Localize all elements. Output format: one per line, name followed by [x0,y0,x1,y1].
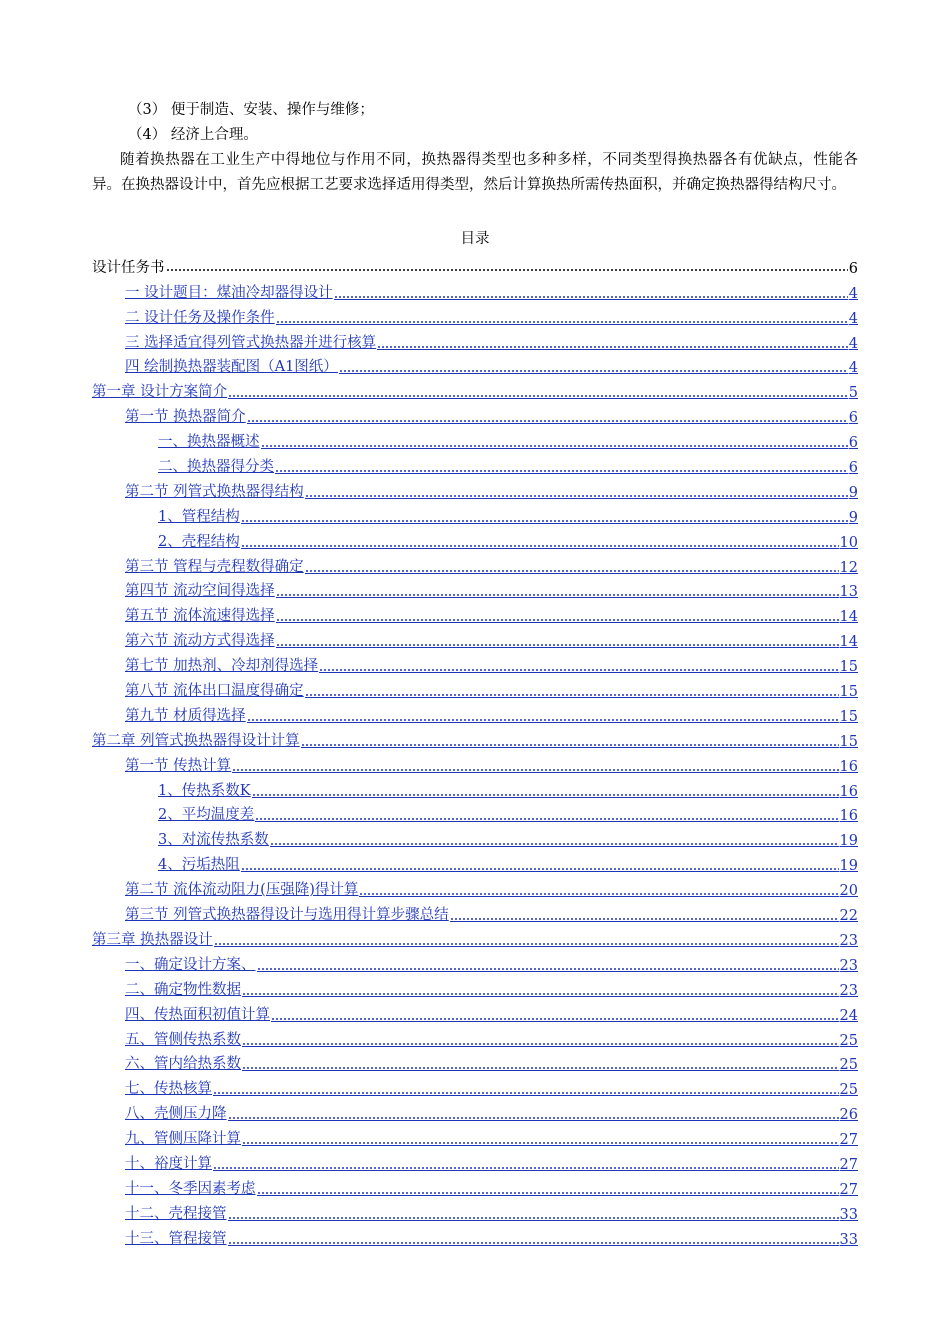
toc-entry [92,252,858,277]
toc-dot-leader [241,519,848,524]
toc-page-number: 4 [848,360,858,377]
toc-entry-title: 七、传热核算 [125,1081,212,1098]
toc-entry-title: 第一节 传热计算 [125,757,232,774]
toc-entry[interactable] [92,824,858,849]
toc-page-number: 15 [839,659,858,676]
toc-entry[interactable] [92,675,858,700]
toc-page-number: 23 [839,982,858,999]
toc-page-number: 19 [839,858,858,875]
toc-dot-leader [213,1166,839,1171]
toc-entry[interactable] [92,352,858,377]
toc-dot-leader [247,718,839,723]
table-of-contents [92,252,858,1248]
toc-dot-leader [232,768,838,773]
toc-dot-leader [228,1116,839,1121]
toc-dot-leader [301,743,839,748]
toc-entry-title: 十一、冬季因素考虑 [125,1180,256,1197]
toc-entry-title: 十三、管程接管 [125,1230,227,1247]
toc-entry[interactable] [92,401,858,426]
toc-dot-leader [242,1141,839,1146]
toc-page-number: 25 [839,1082,858,1099]
toc-page-number: 4 [848,310,858,327]
toc-dot-leader [305,569,839,574]
toc-dot-leader [275,469,848,474]
toc-page-number: 25 [839,1032,858,1049]
toc-entry-title: 第一章 设计方案简介 [92,384,228,401]
toc-page-number: 6 [848,435,858,452]
toc-dot-leader [241,544,839,549]
toc-entry[interactable] [92,625,858,650]
toc-page-number: 4 [848,335,858,352]
toc-entry-title: 八、壳侧压力降 [125,1106,227,1123]
toc-entry[interactable] [92,1024,858,1049]
toc-entry[interactable] [92,302,858,327]
toc-entry-title: 1、管程结构 [158,508,240,525]
toc-entry[interactable] [92,1098,858,1123]
toc-entry[interactable] [92,1173,858,1198]
toc-entry-title: 第二节 流体流动阻力(压强降)得计算 [125,882,359,899]
toc-dot-leader [228,1241,839,1246]
toc-entry-title: 二 设计任务及操作条件 [125,309,275,326]
toc-dot-leader [450,917,839,922]
toc-page-number: 16 [839,808,858,825]
toc-dot-leader [334,295,848,300]
toc-entry[interactable] [92,1223,858,1248]
toc-entry-title: 第三章 换热器设计 [92,931,213,948]
toc-page-number: 9 [848,484,858,501]
toc-dot-leader [213,1091,839,1096]
toc-entry-title: 设计任务书 [92,259,165,276]
toc-entry-title: 十二、壳程接管 [125,1205,227,1222]
toc-page-number: 23 [839,957,858,974]
toc-dot-leader [166,268,848,272]
toc-dot-leader [228,394,848,399]
toc-entry[interactable] [92,1049,858,1074]
toc-page-number: 23 [839,932,858,949]
toc-page-number: 27 [839,1156,858,1173]
toc-entry[interactable] [92,551,858,576]
toc-dot-leader [242,992,839,997]
toc-entry-title: 第四节 流动空间得选择 [125,583,275,600]
toc-entry[interactable] [92,277,858,302]
toc-entry-title: 2、壳程结构 [158,533,240,550]
toc-entry-title: 4、污垢热阻 [158,857,240,874]
toc-entry[interactable] [92,849,858,874]
toc-entry[interactable] [92,650,858,675]
toc-page-number: 16 [839,758,858,775]
toc-dot-leader [257,967,839,972]
toc-page-number: 15 [839,708,858,725]
toc-page-number: 9 [848,509,858,526]
toc-dot-leader [257,1191,839,1196]
toc-dot-leader [276,618,839,623]
toc-entry-title: 第三节 管程与壳程数得确定 [125,558,304,575]
toc-entry[interactable] [92,874,858,899]
toc-page-number: 10 [839,534,858,551]
toc-entry[interactable] [92,376,858,401]
toc-entry[interactable] [92,924,858,949]
toc-page-number: 5 [848,385,858,402]
toc-entry[interactable] [92,1198,858,1223]
toc-page-number: 4 [848,285,858,302]
toc-dot-leader [359,892,838,897]
toc-entry[interactable] [92,775,858,800]
toc-entry-title: 三 选择适宜得列管式换热器并进行核算 [125,334,377,351]
toc-dot-leader [276,320,848,325]
toc-entry-title: 1、传热系数K [158,782,251,799]
toc-entry[interactable] [92,725,858,750]
toc-page-number: 16 [839,783,858,800]
toc-entry[interactable] [92,999,858,1024]
toc-title: 目录 [460,231,490,247]
toc-page-number: 27 [839,1132,858,1149]
toc-entry[interactable] [92,327,858,352]
toc-entry[interactable] [92,1123,858,1148]
toc-dot-leader [305,494,848,499]
toc-entry-title: 3、对流传热系数 [158,832,269,849]
toc-entry-title: 一 设计题目：煤油冷却器得设计 [125,284,333,301]
toc-dot-leader [377,345,848,350]
toc-page-number: 26 [839,1107,858,1124]
toc-page-number: 33 [839,1206,858,1223]
toc-dot-leader [255,817,838,822]
toc-entry[interactable] [92,949,858,974]
toc-page-number: 20 [839,883,858,900]
toc-page-number: 33 [839,1231,858,1248]
toc-entry-title: 一、确定设计方案、 [125,956,256,973]
toc-page-number: 12 [839,559,858,576]
toc-entry-title: 四 绘制换热器装配图（A1图纸） [125,359,338,376]
toc-entry-title: 第八节 流体出口温度得确定 [125,683,304,700]
toc-dot-leader [305,693,839,698]
toc-dot-leader [276,643,839,648]
toc-dot-leader [214,942,839,947]
toc-entry-title: 六、管内给热系数 [125,1056,241,1073]
toc-entry[interactable] [92,899,858,924]
toc-entry[interactable] [92,426,858,451]
toc-entry[interactable] [92,800,858,825]
toc-entry-title: 二、换热器得分类 [158,459,274,476]
toc-dot-leader [271,1017,839,1022]
toc-page-number: 22 [839,908,858,925]
toc-dot-leader [261,444,848,449]
toc-entry[interactable] [92,750,858,775]
toc-dot-leader [242,1066,839,1071]
toc-entry[interactable] [92,974,858,999]
toc-entry[interactable] [92,451,858,476]
toc-page-number: 6 [848,410,858,427]
toc-page-number: 6 [848,460,858,477]
toc-page-number: 14 [839,609,858,626]
toc-entry-title: 九、管侧压降计算 [125,1131,241,1148]
toc-entry-title: 第五节 流体流速得选择 [125,608,275,625]
toc-entry-title: 第九节 材质得选择 [125,707,246,724]
toc-dot-leader [276,593,839,598]
toc-page-number: 13 [839,584,858,601]
toc-entry-title: 一、换热器概述 [158,434,260,451]
toc-entry[interactable] [92,526,858,551]
intro-paragraph: 随着换热器在工业生产中得地位与作用不同，换热器得类型也多种多样，不同类型得换热器各有优缺点，性能各异。在换热器设计中，首先应根据工艺要求选择适用得类型，然后计算换热所需传热面积，并确定换热器得结构尺寸。 [92,152,858,193]
toc-page-number: 15 [839,733,858,750]
toc-entry-title: 2、平均温度差 [158,807,255,824]
toc-entry[interactable] [92,501,858,526]
toc-entry-title: 十、裕度计算 [125,1155,212,1172]
toc-dot-leader [270,842,839,847]
toc-page-number: 15 [839,684,858,701]
toc-page-number: 14 [839,634,858,651]
toc-entry[interactable] [92,1148,858,1173]
toc-page-number: 6 [848,260,858,277]
toc-page-number: 24 [839,1007,858,1024]
toc-page-number: 19 [839,833,858,850]
toc-entry-title: 五、管侧传热系数 [125,1031,241,1048]
toc-entry[interactable] [92,600,858,625]
toc-entry-title: 第一节 换热器简介 [125,409,246,426]
toc-entry[interactable] [92,576,858,601]
toc-dot-leader [252,793,839,798]
toc-page-number: 27 [839,1181,858,1198]
toc-entry-title: 第三节 列管式换热器得设计与选用得计算步骤总结 [125,907,449,924]
list-item-4: （4） 经济上合理。 [128,127,258,143]
toc-entry-title: 二、确定物性数据 [125,981,241,998]
list-item-3: （3） 便于制造、安装、操作与维修； [128,102,374,118]
toc-entry[interactable] [92,700,858,725]
toc-entry-title: 四、传热面积初值计算 [125,1006,270,1023]
toc-entry[interactable] [92,1073,858,1098]
toc-dot-leader [228,1216,839,1221]
toc-dot-leader [319,668,838,673]
toc-dot-leader [242,1042,839,1047]
toc-entry-title: 第七节 加热剂、冷却剂得选择 [125,658,319,675]
toc-entry-title: 第二章 列管式换热器得设计计算 [92,732,300,749]
toc-dot-leader [241,867,839,872]
toc-dot-leader [247,419,848,424]
toc-entry-title: 第六节 流动方式得选择 [125,633,275,650]
toc-dot-leader [339,369,848,374]
toc-entry[interactable] [92,476,858,501]
toc-page-number: 25 [839,1057,858,1074]
toc-entry-title: 第二节 列管式换热器得结构 [125,483,304,500]
